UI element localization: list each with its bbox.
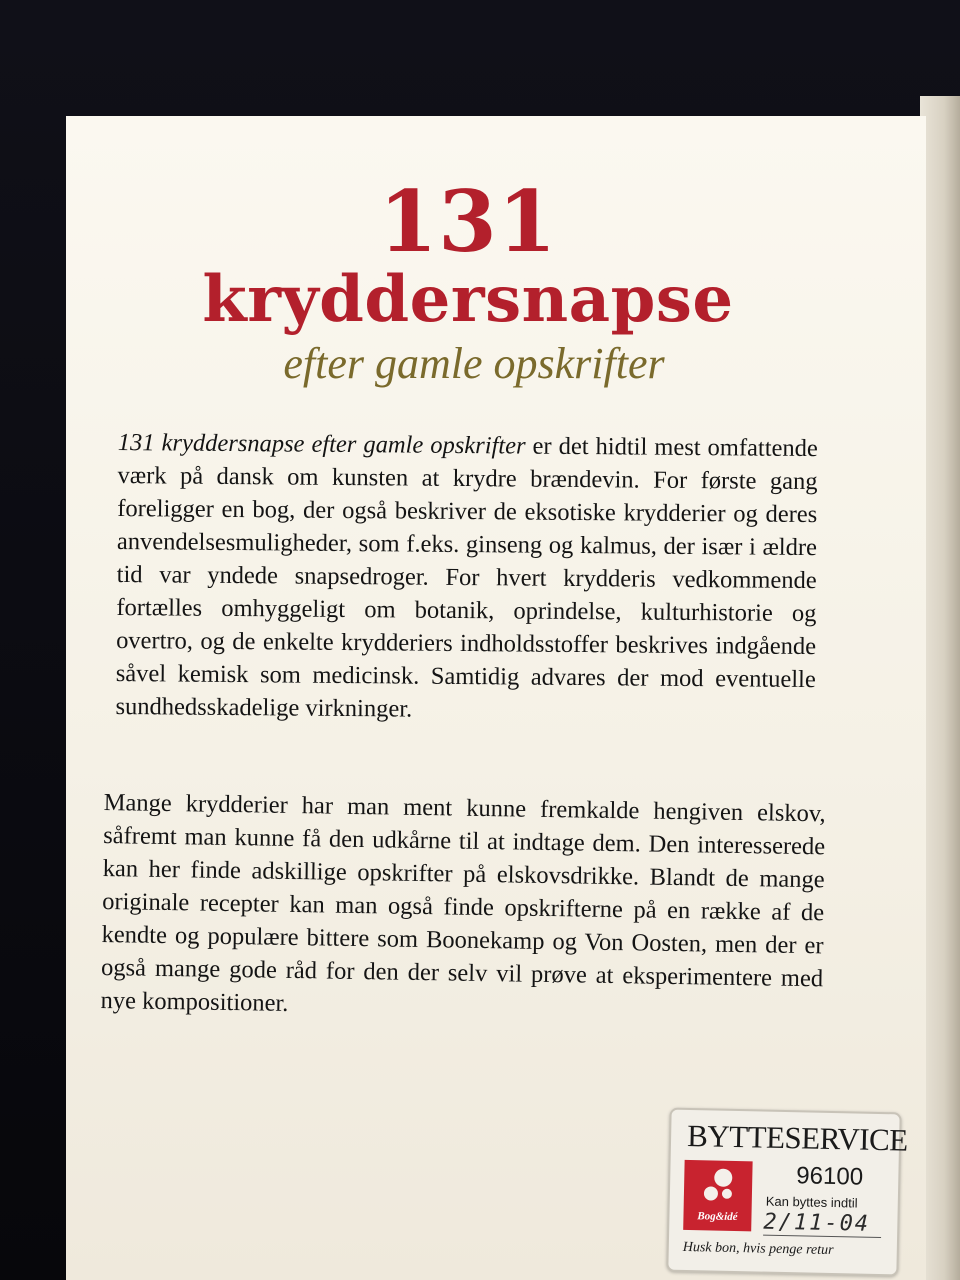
sticker-handwritten-date: 2/11-04 (763, 1210, 882, 1238)
subtitle: efter gamle opskrifter (283, 339, 665, 388)
logo-circle-icon (722, 1189, 732, 1199)
bog-ide-logo (683, 1160, 752, 1231)
sticker-footer-note: Husk bon, hvis penge retur (682, 1239, 834, 1259)
title-number: 131 (378, 172, 558, 271)
sticker-exchange-label: Kan byttes indtil (765, 1193, 858, 1211)
logo-circle-icon (704, 1186, 718, 1200)
price-sticker (666, 1108, 909, 1277)
logo-circle-icon (714, 1169, 732, 1187)
sticker-number: 96100 (796, 1162, 864, 1191)
sticker-title: BYTTESERVICE (686, 1117, 909, 1158)
description-paragraph-1 (115, 426, 818, 729)
paragraph-lead-italic: 131 kryddersnapse efter gamle opskrifter (117, 428, 526, 460)
logo-text: Bog&idé (697, 1210, 738, 1224)
title-main: kryddersnapse (202, 262, 734, 337)
paragraph-1-text: er det hidtil mest omfattende værk på dansk om kunsten at krydre brændevin. For første gang foreligger en bog, der også beskriver de eksotiske krydderier og deres anvendelsesmuligheder, som f.eks. ginseng og kalmus, der især i ældre tid var yndede snapsedroger. For hvert krydderis vedkommende fortælles omhyggeligt om botanik, oprindelse, kulturhistorie og overtro, og de enkelte krydderiers indholdsstoffer beskrives indgående såvel kemisk som medicinsk. Samtidig advares der mod eventuelle sundhedsskadelige virkninger. (115, 432, 818, 723)
description-paragraph-2: Mange krydderier har man ment kunne fremkalde hengiven elskov, såfremt man kunne få den udkårne til at indtage dem. Den interesserede kan her finde adskillige opskrifter på elskovsdrikke. Blandt de mange originale recepter kan man også finde opskrifterne på en række af de kendte og populære bittere som Boonekamp og Von Oosten, men der er også mange gode råd for den der selv vil prøve at eksperimentere med nye kompositioner. (100, 788, 826, 1017)
